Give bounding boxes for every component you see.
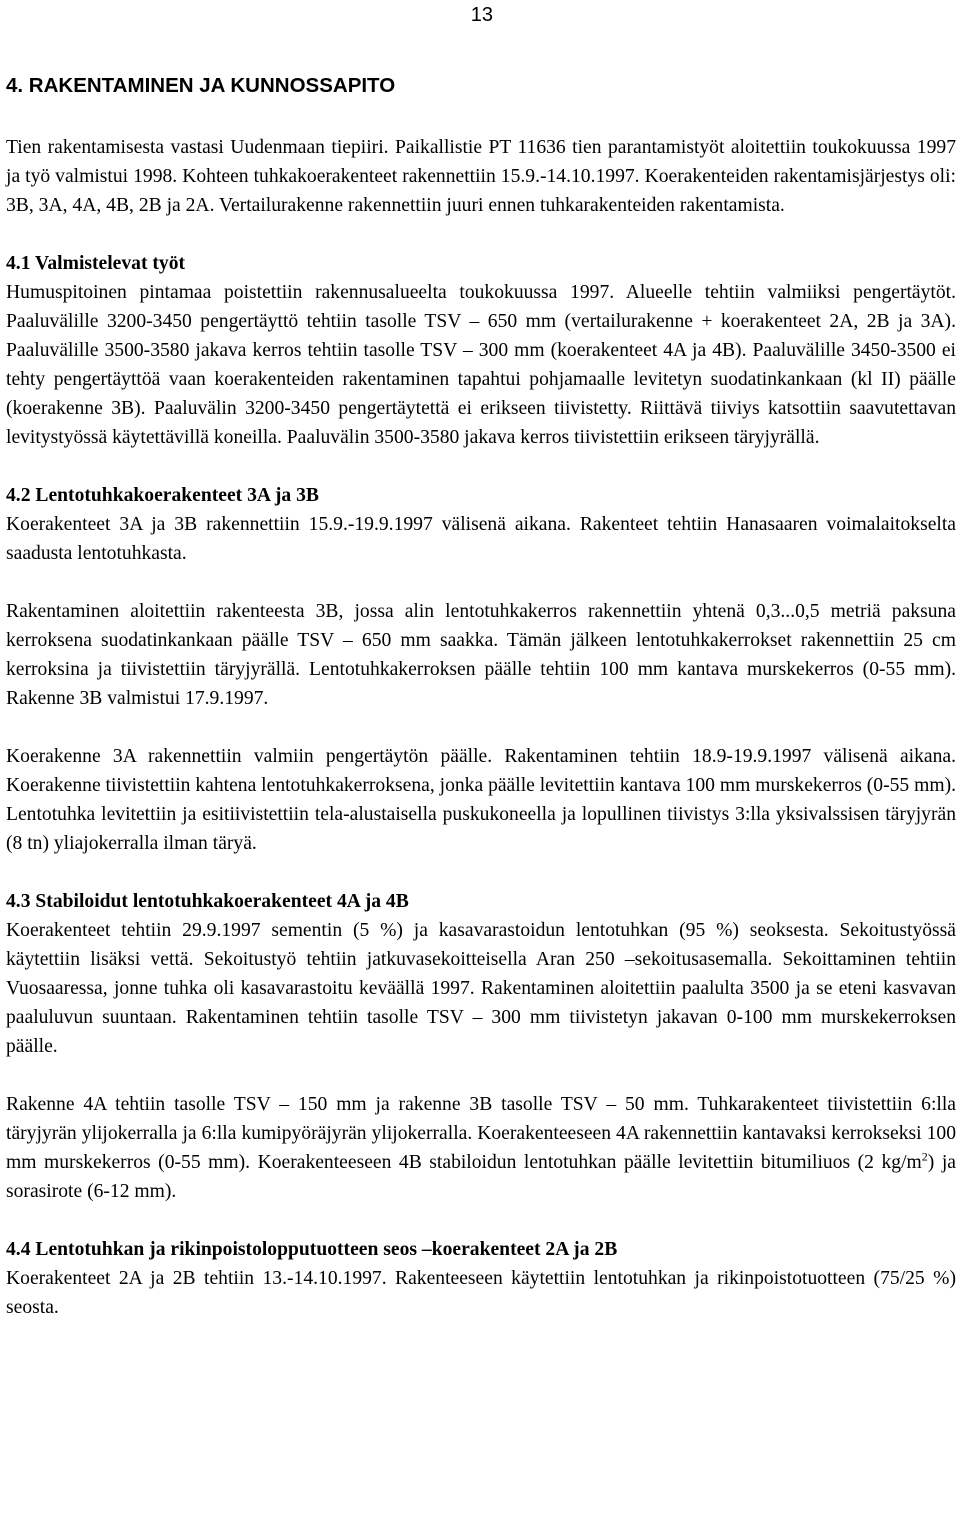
section-4-1-paragraph: Humuspitoinen pintamaa poistettiin rakennusalueelta toukokuussa 1997. Alueelle tehtiin valmiiksi pengertäytöt. Paaluvälille 3200-3450 pengertäyttö tehtiin tasolle TSV – 650 mm (vertailurakenne + koerakenteet 2A, 2B ja 3A). Paaluvälille 3500-3580 jakava kerros tehtiin tasolle TSV – 300 mm (koerakenteet 4A ja 4B). Paaluvälille 3450-3500 ei tehty pengertäyttöä vaan koerakenteiden rakentaminen tapahtui pohjamaalle levitetyn suodatinkankaan (kl II) päälle (koerakenne 3B). Paaluvälin 3200-3450 pengertäytettä ei erikseen tiivistetty. Riittävä tiiviys katsottiin saavutettavan levitystyössä käytettävillä koneilla. Paaluvälin 3500-3580 jakava kerros tiivistettiin erikseen täryjyrällä.	[6, 282, 956, 448]
section-heading-4-4: 4.4 Lentotuhkan ja rikinpoistolopputuotteen seos –koerakenteet 2A ja 2B	[6, 1239, 618, 1260]
section-heading-4-3: 4.3 Stabiloidut lentotuhkakoerakenteet 4A ja 4B	[6, 891, 409, 912]
intro-paragraph: Tien rakentamisesta vastasi Uudenmaan tiepiiri. Paikallistie PT 11636 tien parantamistyöt aloitettiin toukokuussa 1997 ja työ valmistui 1998. Kohteen tuhkakoerakenteet rakennettiin 15.9.-14.10.1997. Koerakenteiden rakentamisjärjestys oli: 3B, 3A, 4A, 4B, 2B ja 2A. Vertailurakenne rakennettiin juuri ennen tuhkarakenteiden rakentamista.	[6, 137, 956, 216]
paragraph-text-before-superscript: Rakenne 4A tehtiin tasolle TSV – 150 mm ja rakenne 3B tasolle TSV – 50 mm. Tuhkarakenteet tiivistettiin 6:lla täryjyrän ylijokerralla ja 6:lla kumipyöräjyrän ylijokerralla. Koerakenteeseen 4A rakennettiin kantavaksi kerrokseksi 100 mm murskekerros (0-55 mm). Koerakenteeseen 4B stabiloidun lentotuhkan päälle levitettiin bitumiliuos (2 kg/m	[6, 1094, 956, 1173]
chapter-title: 4. RAKENTAMINEN JA KUNNOSSAPITO	[6, 74, 396, 97]
section-4-3-paragraph-1: Koerakenteet tehtiin 29.9.1997 sementin (5 %) ja kasavarastoidun lentotuhkan (95 %) seoksesta. Sekoitustyössä käytettiin lisäksi vettä. Sekoitustyö tehtiin jatkuvasekoitteisella Aran 250 –sekoitusasemalla. Sekoittaminen tehtiin Vuosaaressa, jonne tuhka oli kasavarastoitu keväällä 1997. Rakentaminen aloitettiin paalulta 3500 ja se eteni kasvavan paaluluvun suuntaan. Rakentaminen tehtiin tasolle TSV – 300 mm tiivistetyn jakavan 0-100 mm murskekerroksen päälle.	[6, 920, 956, 1057]
section-heading-4-1: 4.1 Valmistelevat työt	[6, 253, 186, 274]
section-4-4-paragraph: Koerakenteet 2A ja 2B tehtiin 13.-14.10.1997. Rakenteeseen käytettiin lentotuhkan ja rikinpoistotuotteen (75/25 %) seosta.	[6, 1268, 956, 1318]
page-number: 13	[470, 4, 493, 26]
document-body	[6, 68, 956, 1351]
section-4-2-paragraph-2: Rakentaminen aloitettiin rakenteesta 3B, jossa alin lentotuhkakerros rakennettiin yhtenä 0,3...0,5 metriä paksuna kerroksena suodatinkankaan päälle TSV – 650 mm saakka. Tämän jälkeen lentotuhkakerrokset rakennettiin 25 cm kerroksina ja tiivistettiin täryjyrällä. Lentotuhkakerroksen päälle tehtiin 100 mm kantava murskekerros (0-55 mm). Rakenne 3B valmistui 17.9.1997.	[6, 601, 956, 709]
section-4-2-paragraph-3: Koerakenne 3A rakennettiin valmiin pengertäytön päälle. Rakentaminen tehtiin 18.9-19.9.1997 välisenä aikana. Koerakenne tiivistettiin kahtena lentotuhkakerroksena, jonka päälle levitettiin kantava 100 mm murskekerros (0-55 mm). Lentotuhka levitettiin ja esitiivistettiin tela-alustaisella puskukoneella ja lopullinen tiivistys 3:lla yksivalssisen täryjyrän (8 tn) yliajokerralla ilman täryä.	[6, 746, 957, 854]
paragraph-text-after-superscript: ) ja sorasirote (6-12 mm).	[6, 1152, 956, 1202]
section-4-2-paragraph-1: Koerakenteet 3A ja 3B rakennettiin 15.9.-19.9.1997 välisenä aikana. Rakenteet tehtiin Hanasaaren voimalaitokselta saadusta lentotuhkasta.	[6, 514, 956, 564]
section-4-3-paragraph-2	[6, 1090, 956, 1206]
section-heading-4-2: 4.2 Lentotuhkakoerakenteet 3A ja 3B	[6, 485, 319, 506]
superscript-squared: 2	[921, 1149, 928, 1164]
